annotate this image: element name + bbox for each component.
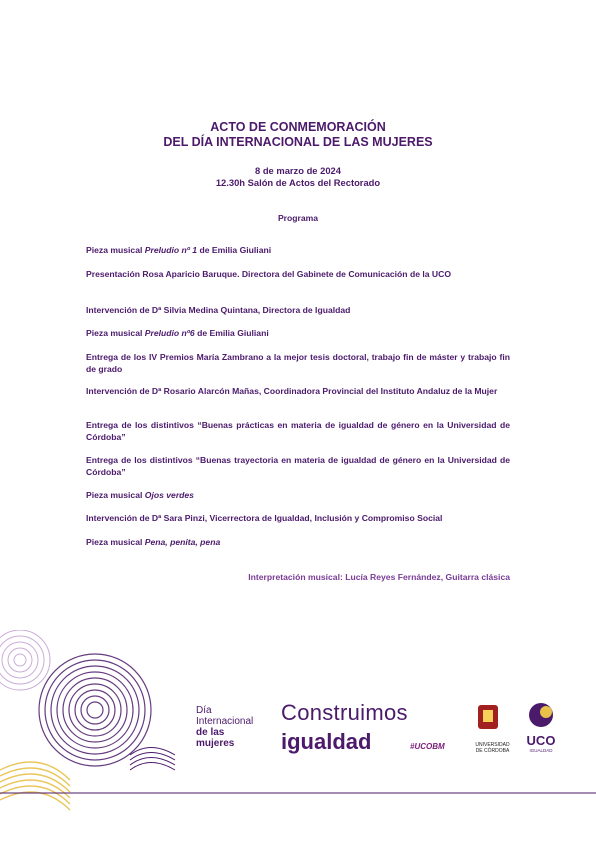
program-item-text: Entrega de los distintivos “Buenas trayectoria en materia de igualdad de género en la Universidad de Córdoba”	[86, 455, 510, 477]
program-item-title: Preludio nº 1	[144, 245, 198, 255]
program-item	[86, 352, 510, 375]
uco-logo-icon	[529, 703, 553, 727]
program-item	[86, 269, 510, 281]
program-item-text: Presentación Rosa Aparicio Baruque. Directora del Gabinete de Comunicación de la UCO	[86, 269, 452, 279]
slogan-igualdad: igualdad	[281, 729, 372, 754]
university-label	[470, 742, 515, 754]
program-item-text: Intervención de Dª Rosario Alarcón Mañas, Coordinadora Provincial del Instituto Andaluz de la Mujer	[86, 386, 498, 396]
program-item-text: Pieza musical	[86, 537, 145, 547]
program-item	[86, 420, 510, 443]
university-crest-icon	[478, 705, 498, 729]
program-item	[86, 386, 510, 398]
program-item-author: de Emilia Giuliani	[197, 245, 272, 255]
program-item	[86, 305, 510, 317]
program-item	[86, 490, 510, 502]
program-item-text: Pieza musical	[86, 490, 145, 500]
program-item-text: Pieza musical	[86, 328, 145, 338]
university-line1: UNIVERSIDAD	[475, 742, 510, 748]
event-date: 8 de marzo de 2024	[255, 165, 341, 176]
event-time-place: 12.30h Salón de Actos del Rectorado	[215, 177, 381, 188]
program-item-author: de Emilia Giuliani	[194, 328, 269, 338]
dim-line4: mujeres	[196, 738, 235, 749]
university-line2: DE CÓRDOBA	[475, 748, 510, 754]
program-heading: Programa	[277, 213, 319, 223]
event-title-line2: DEL DÍA INTERNACIONAL DE LAS MUJERES	[163, 135, 433, 149]
program-item-title: Ojos verdes	[144, 490, 194, 500]
dim-line1: Día	[196, 705, 212, 716]
hashtag-ucobm: #UCOBM	[410, 742, 445, 751]
program-item-text: Intervención de Dª Sara Pinzi, Vicerrectora de Igualdad, Inclusión y Compromiso Social	[86, 513, 443, 523]
program-item	[86, 513, 510, 525]
dia-internacional-label	[196, 705, 253, 749]
program-item-title: Preludio nº6	[144, 328, 195, 338]
program-item	[86, 455, 510, 478]
event-title-line1: ACTO DE CONMEMORACIÓN	[210, 120, 386, 134]
musical-interpretation: Interpretación musical: Lucía Reyes Fernández, Guitarra clásica	[248, 572, 510, 582]
dim-line3: de las	[196, 727, 225, 738]
program-item-title: Pena, penita, pena	[144, 537, 221, 547]
program-item	[86, 328, 510, 340]
uco-igualdad-label: IGUALDAD	[529, 748, 553, 753]
program-item-text: Entrega de los IV Premios María Zambrano a la mejor tesis doctoral, trabajo fin de máster y trabajo fin de grado	[86, 352, 510, 374]
program-item-text: Entrega de los distintivos “Buenas prácticas en materia de igualdad de género en la Universidad de Córdoba”	[86, 420, 510, 442]
uco-label: UCO	[526, 733, 556, 748]
program-item	[86, 537, 510, 549]
slogan-construimos: Construimos	[281, 700, 408, 725]
program-item-text: Pieza musical	[86, 245, 145, 255]
dim-line2: Internacional	[196, 716, 254, 727]
program-item	[86, 245, 510, 257]
program-item-text: Intervención de Dª Silvia Medina Quintana, Directora de Igualdad	[86, 305, 351, 315]
